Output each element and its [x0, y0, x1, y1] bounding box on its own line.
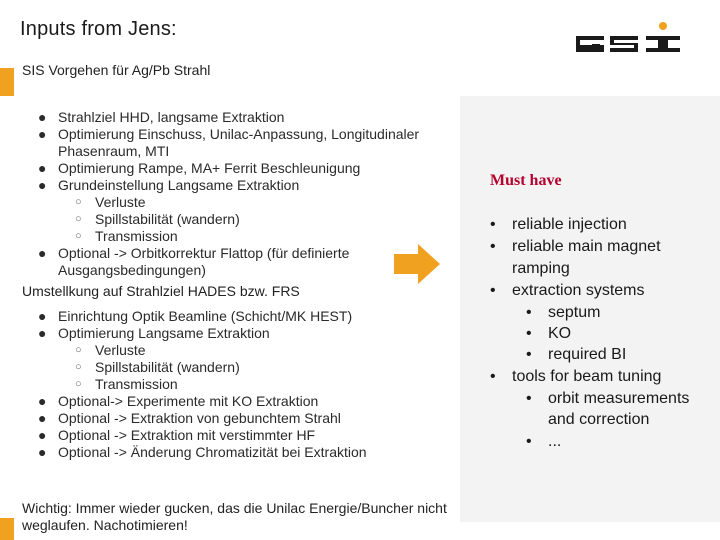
list-item-continuation: Ausgangsbedingungen) [58, 262, 206, 278]
list-item-continuation: Phasenraum, MTI [58, 143, 170, 159]
sub-list-item: ○ Transmission [75, 228, 178, 244]
sub-list-item-continuation: and correction [548, 411, 650, 428]
sub-list-item: • ... [526, 433, 562, 450]
list-item: ● Grundeinstellung Langsame Extraktion [38, 177, 300, 193]
sub-list-item: ○ Transmission [75, 376, 178, 392]
list-item: ● Optimierung Langsame Extraktion [38, 325, 270, 341]
list-item-continuation: ramping [512, 260, 570, 277]
list-item: • tools for beam tuning [490, 368, 662, 385]
sub-list-item: • KO [526, 325, 572, 342]
list-item: ● Strahlziel HHD, langsame Extraktion [38, 109, 285, 125]
sub-list-item: • orbit measurements [526, 390, 690, 407]
list-item: ● Optional -> Extraktion mit verstimmter HF [38, 427, 316, 443]
list-item: ● Optional -> Änderung Chromatizität bei Extraktion [38, 444, 367, 460]
arrow-right-icon [392, 242, 442, 286]
section-heading-umstellung: Umstellkung auf Strahlziel HADES bzw. FRS [22, 283, 300, 299]
section-heading-sis: SIS Vorgehen für Ag/Pb Strahl [22, 62, 211, 78]
footer-note: Wichtig: Immer wieder gucken, das die Unilac Energie/Buncher nicht weglaufen. Nachotimieren! [22, 500, 447, 533]
sub-list-item: ○ Verluste [75, 194, 146, 210]
gsi-logo [574, 20, 684, 56]
list-item: ● Einrichtung Optik Beamline (Schicht/MK HEST) [38, 308, 353, 324]
sub-list-item: • required BI [526, 346, 627, 363]
list-item: • extraction systems [490, 282, 645, 299]
slide-title: Inputs from Jens: [20, 18, 177, 40]
list-item: ● Optional -> Extraktion von gebunchtem Strahl [38, 410, 341, 426]
list-item: • reliable injection [490, 216, 627, 233]
accent-bar-top [0, 68, 14, 96]
sub-list-item: • septum [526, 304, 601, 321]
sub-list-item: ○ Verluste [75, 342, 146, 358]
sub-list-item: ○ Spillstabilität (wandern) [75, 211, 240, 227]
list-item: • reliable main magnet [490, 238, 661, 255]
list-item: ● Optimierung Einschuss, Unilac-Anpassung, Longitudinaler [38, 126, 420, 142]
list-item: ● Optional -> Orbitkorrektur Flattop (für definierte [38, 245, 350, 261]
list-item: ● Optimierung Rampe, MA+ Ferrit Beschleunigung [38, 160, 361, 176]
must-have-heading: Must have [490, 172, 562, 189]
accent-bar-bottom [0, 518, 14, 540]
list-item: ● Optional-> Experimente mit KO Extraktion [38, 393, 319, 409]
sub-list-item: ○ Spillstabilität (wandern) [75, 359, 240, 375]
